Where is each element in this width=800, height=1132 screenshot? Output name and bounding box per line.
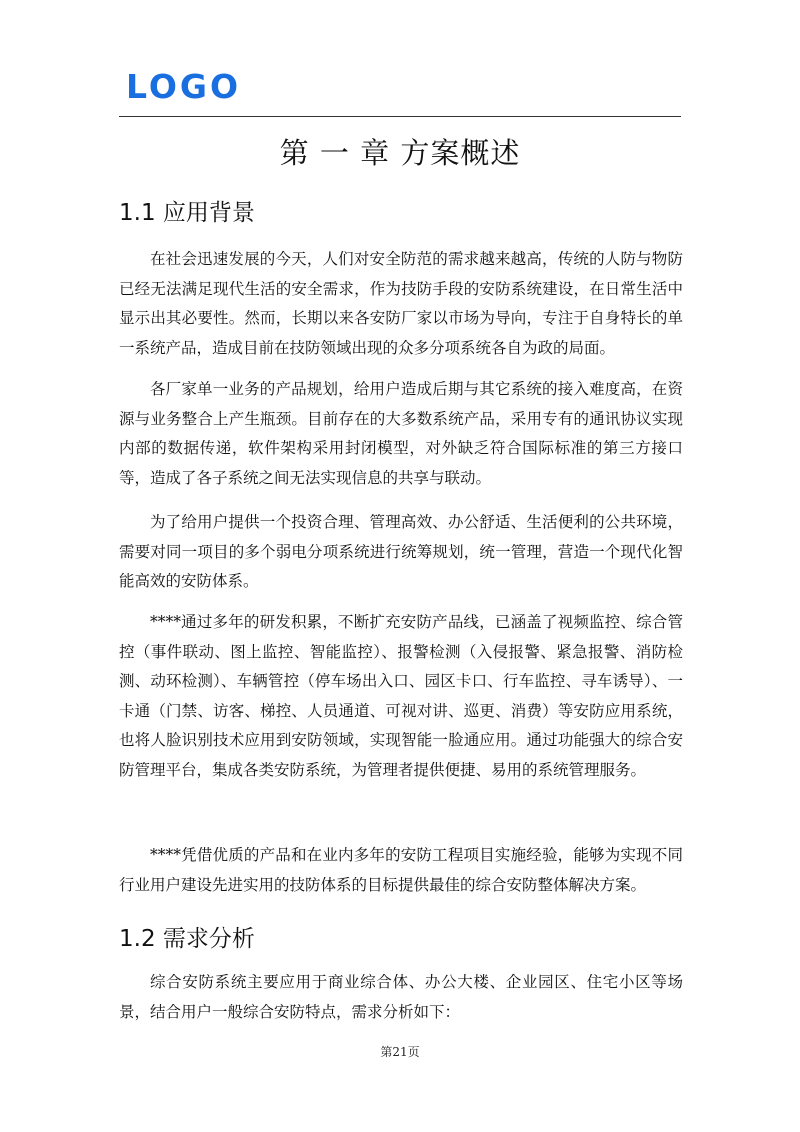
header-divider [119,116,681,117]
chapter-title: 第 一 章 方案概述 [279,136,521,170]
section-title-background: 1.1 应用背景 [119,200,255,226]
paragraph: 各厂家单一业务的产品规划，给用户造成后期与其它系统的接入难度高，在资源与业务整合上产生瓶颈。目前存在的大多数系统产品，采用专有的通讯协议实现内部的数据传递，软件架构采用封闭模型，对外缺乏符合国际标准的第三方接口等，造成了各子系统之间无法实现信息的共享与联动。 [119,380,683,487]
company-logo: LOGO [126,66,242,106]
page-number: 第21页 [380,1045,420,1059]
paragraph: ****通过多年的研发积累，不断扩充安防产品线，已涵盖了视频监控、综合管控（事件联动、图上监控、智能监控）、报警检测（入侵报警、紧急报警、消防检测、动环检测）、车辆管控（停车场出入口、园区卡口、行车监控、寻车诱导）、一卡通（门禁、访客、梯控、人员通道、可视对讲、巡更、消费）等安防应用系统，也将人脸识别技术应用到安防领域，实现智能一脸通应用。通过功能强大的综合安防管理平台，集成各类安防系统，为管理者提供便捷、易用的系统管理服务。 [119,613,683,779]
paragraph: 综合安防系统主要应用于商业综合体、办公大楼、企业园区、住宅小区等场景，结合用户一般综合安防特点，需求分析如下： [119,973,683,1021]
section-title-requirements: 1.2 需求分析 [119,926,255,952]
paragraph: 为了给用户提供一个投资合理、管理高效、办公舒适、生活便利的公共环境，需要对同一项目的多个弱电分项系统进行统筹规划，统一管理，营造一个现代化智能高效的安防体系。 [119,513,683,591]
paragraph: ****凭借优质的产品和在业内多年的安防工程项目实施经验，能够为实现不同行业用户建设先进实用的技防体系的目标提供最佳的综合安防整体解决方案。 [119,846,683,894]
paragraph: 在社会迅速发展的今天，人们对安全防范的需求越来越高，传统的人防与物防已经无法满足现代生活的安全需求，作为技防手段的安防系统建设，在日常生活中显示出其必要性。然而，长期以来各安防厂家以市场为导向，专注于自身特长的单一系统产品，造成目前在技防领域出现的众多分项系统各自为政的局面。 [119,250,683,357]
